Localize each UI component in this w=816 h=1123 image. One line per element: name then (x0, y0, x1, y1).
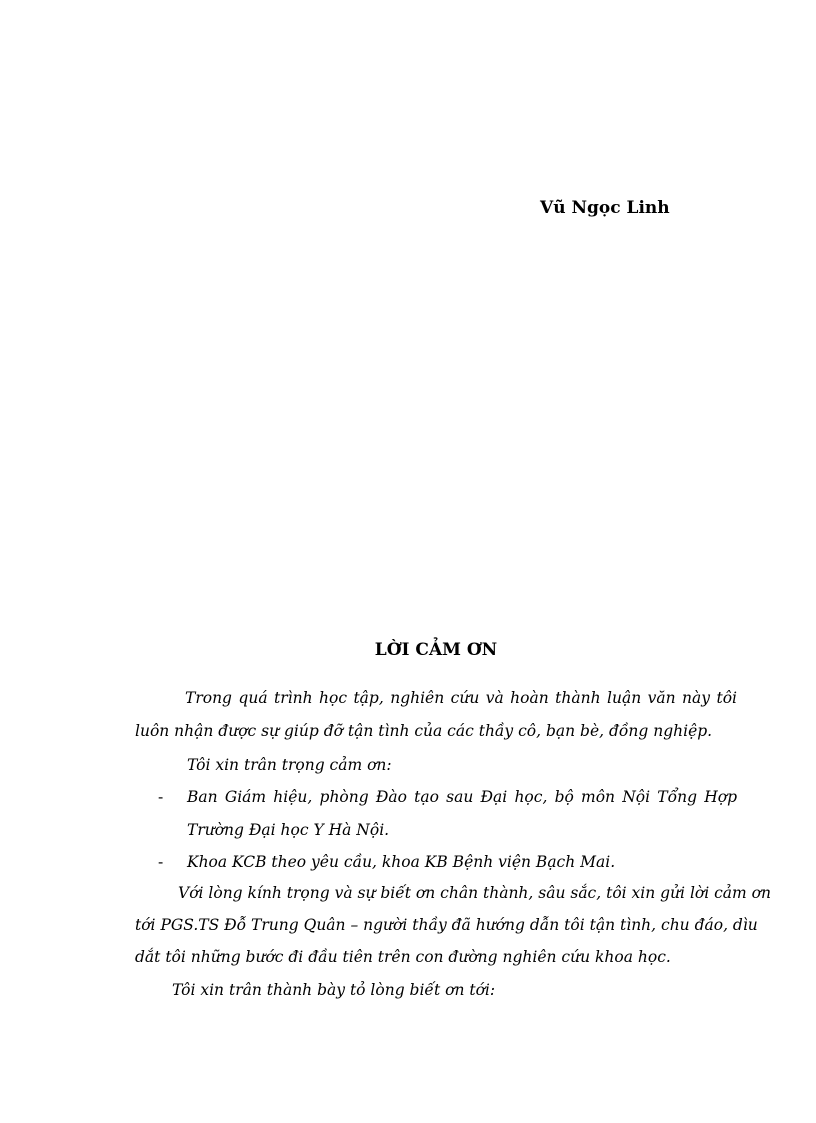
section-title: LỜI CẢM ƠN (374, 640, 498, 660)
list-item: Ban Giám hiệu, phòng Đào tạo sau Đại học, bộ môn Nội Tổng Hợp (187, 788, 737, 806)
paragraph-line: Tôi xin trân trọng cảm ơn: (187, 756, 392, 774)
paragraph-line: luôn nhận được sự giúp đỡ tận tình của các thầy cô, bạn bè, đồng nghiệp. (135, 722, 713, 740)
paragraph-line: tới PGS.TS Đỗ Trung Quân – người thầy đã hướng dẫn tôi tận tình, chu đáo, dìu (135, 916, 758, 934)
list-item: Khoa KCB theo yêu cầu, khoa KB Bệnh viện Bạch Mai. (187, 853, 616, 871)
paragraph-line: Với lòng kính trọng và sự biết ơn chân thành, sâu sắc, tôi xin gửi lời cảm ơn (178, 884, 771, 902)
paragraph-line: dắt tôi những bước đi đầu tiên trên con đường nghiên cứu khoa học. (135, 948, 671, 966)
paragraph-line: Trong quá trình học tập, nghiên cứu và hoàn thành luận văn này tôi (185, 689, 737, 707)
list-item-continuation: Trường Đại học Y Hà Nội. (187, 821, 390, 839)
paragraph-line: Tôi xin trân thành bày tỏ lòng biết ơn tới: (172, 981, 496, 999)
bullet-marker: - (158, 853, 164, 871)
author-name: Vũ Ngọc Linh (540, 198, 670, 218)
bullet-marker: - (158, 788, 164, 806)
